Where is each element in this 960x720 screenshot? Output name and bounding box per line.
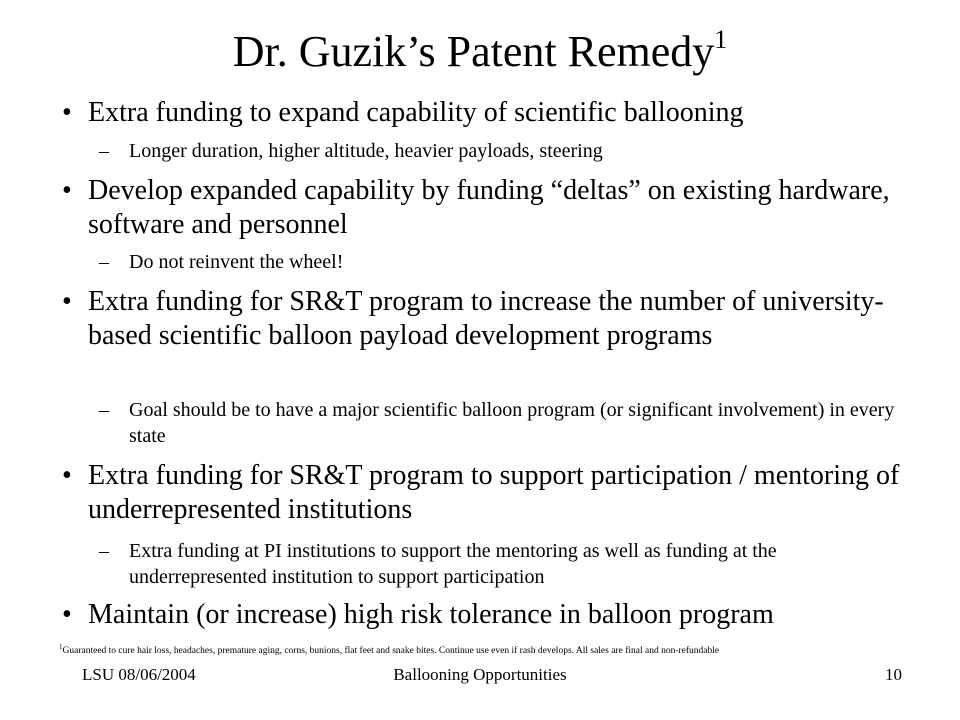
bullet-marker: • [62,175,72,206]
bullet-marker: • [62,599,72,630]
bullet-text: Develop expanded capability by funding “deltas” on existing hardware, software and personnel [88,175,890,240]
footnote-mark: 1 [59,643,63,651]
sub-bullet-dash: – [99,540,109,562]
sub-bullet-item [99,538,919,590]
bullet-item [62,285,922,353]
sub-bullet-item [99,249,919,275]
sub-bullet-text: Do not reinvent the wheel! [129,251,344,273]
footer-title: Ballooning Opportunities [393,665,567,684]
bullet-marker: • [62,97,72,128]
slide-number: 10 [885,665,902,684]
slide-title [0,24,960,80]
bullet-item [62,174,922,242]
slide-title-text: Dr. Guzik’s Patent Remedy [232,27,715,76]
bullet-item [62,598,922,632]
bullet-text: Extra funding to expand capability of scientific ballooning [88,97,744,128]
footer-date: LSU 08/06/2004 [82,665,196,684]
sub-bullet-dash: – [99,140,109,162]
bullet-item [62,96,922,130]
bullet-item [62,459,922,527]
title-footnote-mark: 1 [714,25,728,54]
sub-bullet-text: Longer duration, higher altitude, heavier payloads, steering [129,140,603,162]
footnote-text: Guaranteed to cure hair loss, headaches, premature aging, corns, bunions, flat feet and snake bites. Continue use even if rash develops. All sales are final and non-refundable [62,646,720,656]
sub-bullet-text: Extra funding at PI institutions to support the mentoring as well as funding at the underrepresented institution to support participation [129,540,777,588]
bullet-text: Extra funding for SR&T program to increase the number of university-based scientific balloon payload development programs [88,286,884,351]
bullet-marker: • [62,286,72,317]
sub-bullet-item [99,138,919,164]
bullet-text: Maintain (or increase) high risk tolerance in balloon program [88,599,774,630]
sub-bullet-text: Goal should be to have a major scientific balloon program (or significant involvement) in every state [129,399,895,447]
footnote [59,645,919,657]
sub-bullet-dash: – [99,251,109,273]
bullet-marker: • [62,460,72,491]
sub-bullet-item [99,397,919,449]
bullet-text: Extra funding for SR&T program to support participation / mentoring of underrepresented institutions [88,460,900,525]
sub-bullet-dash: – [99,399,109,421]
